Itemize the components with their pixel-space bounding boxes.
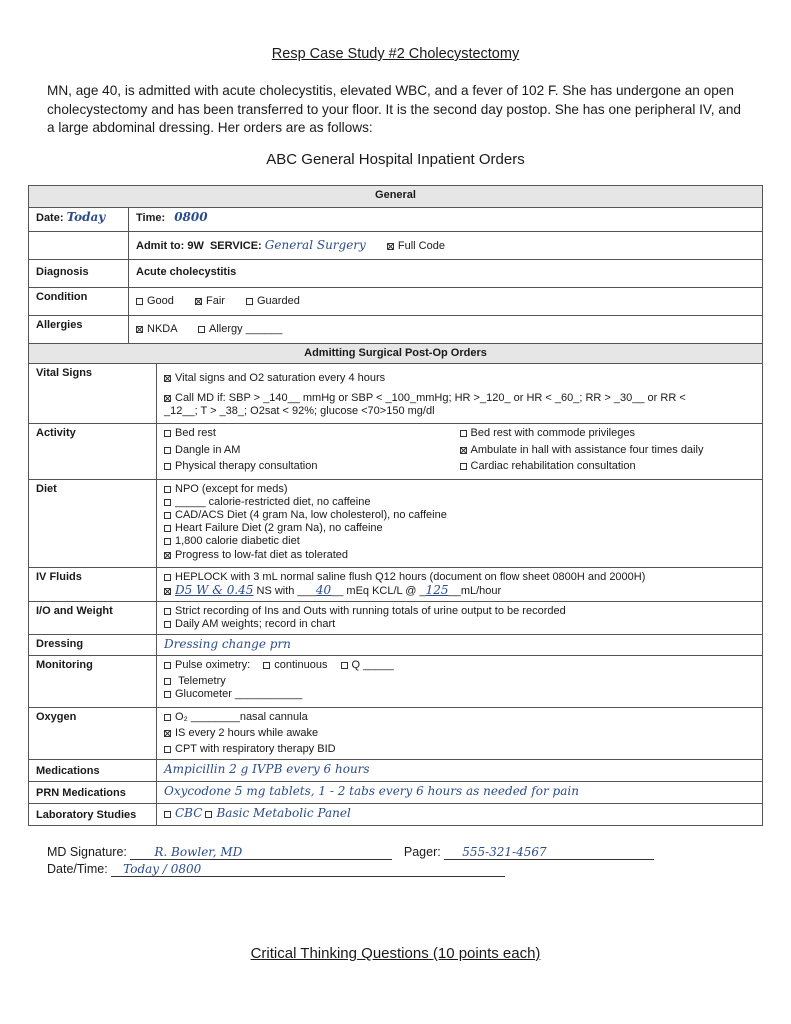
postop-header: Admitting Surgical Post-Op Orders xyxy=(29,344,763,364)
pt-label: Physical therapy consultation xyxy=(175,460,318,472)
diet-calorie-checkbox[interactable] xyxy=(164,499,171,506)
io-weights-label: Daily AM weights; record in chart xyxy=(175,618,336,630)
telemetry-label: Telemetry xyxy=(178,675,226,687)
iv-unit-label: mL/hour xyxy=(460,585,502,597)
md-signature-value: R. Bowler, MD xyxy=(154,845,243,859)
diagnosis-label: Diagnosis xyxy=(29,260,129,288)
cardiac-label: Cardiac rehabilitation consultation xyxy=(470,460,636,472)
diagnosis-row xyxy=(29,260,763,288)
vital-signs-row xyxy=(29,364,763,424)
full-code-checkbox[interactable] xyxy=(387,243,394,250)
diet-hf-label: Heart Failure Diet (2 gram Na), no caffeine xyxy=(175,522,383,534)
iv-label: IV Fluids xyxy=(29,568,157,602)
lab-row xyxy=(29,804,763,826)
io-strict-label: Strict recording of Ins and Outs with running totals of urine output to be recorded xyxy=(175,605,566,617)
cpt-checkbox[interactable] xyxy=(164,746,171,753)
pulse-ox-label: Pulse oximetry: xyxy=(175,659,251,671)
bmp-checkbox[interactable] xyxy=(205,811,212,818)
service-label: SERVICE: xyxy=(209,240,262,252)
iv-kcl-value: 40 xyxy=(315,583,332,597)
iv-row: IV Fluids HEPLOCK with 3 mL normal saline flush Q12 hours (document on flow sheet 0800H and 2000H) D5 W & 0.45 NS with ___40__ mEq KCL/L @ _125__mL/hour xyxy=(29,568,763,602)
md-signature-line xyxy=(47,845,654,860)
diagnosis-value: Acute cholecystitis xyxy=(129,260,763,288)
iv-meq-label: mEq KCL/L @ xyxy=(346,585,417,597)
cpt-label: CPT with respiratory therapy BID xyxy=(175,743,336,755)
diet-diabetic-label: 1,800 calorie diabetic diet xyxy=(175,535,300,547)
diet-hf-checkbox[interactable] xyxy=(164,525,171,532)
pager-label: Pager: xyxy=(403,845,441,859)
full-code-label: Full Code xyxy=(397,240,445,252)
prn-row xyxy=(29,782,763,804)
cbc-label: CBC xyxy=(175,806,203,820)
q-checkbox[interactable] xyxy=(341,662,348,669)
glucometer-label: Glucometer ___________ xyxy=(175,688,303,700)
dressing-row xyxy=(29,635,763,656)
prn-label: PRN Medications xyxy=(29,782,157,804)
heplock-label: HEPLOCK with 3 mL normal saline flush Q12 hours (document on flow sheet 0800H and 2000H) xyxy=(175,571,646,583)
date-label: Date: xyxy=(36,212,64,224)
o2-label: O₂ ________nasal cannula xyxy=(175,711,308,723)
vital-signs-label: Vital Signs xyxy=(29,364,157,424)
lab-label: Laboratory Studies xyxy=(29,804,157,826)
iv-fluid-value: D5 W & 0.45 xyxy=(175,583,254,597)
diet-npo-checkbox[interactable] xyxy=(164,486,171,493)
ambulate-label: Ambulate in hall with assistance four times daily xyxy=(470,444,704,456)
oxygen-row xyxy=(29,708,763,760)
telemetry-checkbox[interactable] xyxy=(164,678,171,685)
commode-label: Bed rest with commode privileges xyxy=(470,427,635,439)
medications-label: Medications xyxy=(29,760,157,782)
o2-checkbox[interactable] xyxy=(164,714,171,721)
condition-row xyxy=(29,288,763,316)
q-label: Q _____ xyxy=(351,659,394,671)
dangle-checkbox[interactable] xyxy=(164,447,171,454)
condition-guarded-label: Guarded xyxy=(257,295,300,307)
dressing-label: Dressing xyxy=(29,635,157,656)
continuous-checkbox[interactable] xyxy=(263,662,270,669)
general-header: General xyxy=(29,186,763,208)
activity-label: Activity xyxy=(29,424,157,480)
dangle-label: Dangle in AM xyxy=(175,444,241,456)
nkda-label: NKDA xyxy=(147,323,177,335)
continuous-label: continuous xyxy=(274,659,328,671)
bmp-label: Basic Metabolic Panel xyxy=(216,806,351,820)
bedrest-checkbox[interactable] xyxy=(164,430,171,437)
md-signature-label: MD Signature: xyxy=(47,845,127,859)
io-strict-checkbox[interactable] xyxy=(164,608,171,615)
call-md-order-cont: _12__; T > _38_; O2sat < 92%; glucose <70>150 mg/dl xyxy=(164,405,435,417)
orders-table xyxy=(28,185,763,826)
allergy-label: Allergy ______ xyxy=(209,323,283,335)
iv-fluid-checkbox[interactable] xyxy=(164,588,171,595)
diet-row xyxy=(29,480,763,568)
case-intro: MN, age 40, is admitted with acute cholecystitis, elevated WBC, and a fever of 102 F. She has undergone an open cholecystectomy and has been transferred to your floor. It is the second day postop. She has one peripheral IV, and a large abdominal dressing. Her orders are as follows: xyxy=(47,83,741,135)
orders-subtitle: ABC General Hospital Inpatient Orders xyxy=(266,151,525,168)
diet-calorie-label: _____ calorie-restricted diet, no caffeine xyxy=(175,496,371,508)
service-value: General Surgery xyxy=(264,238,366,252)
medications-row xyxy=(29,760,763,782)
diet-lowfat-label: Progress to low-fat diet as tolerated xyxy=(175,549,349,561)
admit-row xyxy=(29,232,763,260)
bedrest-label: Bed rest xyxy=(175,427,216,439)
critical-thinking-heading: Critical Thinking Questions (10 points each) xyxy=(250,945,541,962)
heplock-checkbox[interactable] xyxy=(164,574,171,581)
allergies-label: Allergies xyxy=(29,316,129,344)
pt-checkbox[interactable] xyxy=(164,463,171,470)
condition-fair-checkbox[interactable] xyxy=(195,298,202,305)
condition-guarded-checkbox[interactable] xyxy=(246,298,253,305)
ambulate-checkbox[interactable] xyxy=(460,447,467,454)
admit-label: Admit to: 9W xyxy=(136,240,204,252)
glucometer-checkbox[interactable] xyxy=(164,691,171,698)
nkda-checkbox[interactable] xyxy=(136,326,143,333)
condition-label: Condition xyxy=(29,288,129,316)
io-label: I/O and Weight xyxy=(29,602,157,635)
activity-row xyxy=(29,424,763,480)
condition-good-checkbox[interactable] xyxy=(136,298,143,305)
allergies-row xyxy=(29,316,763,344)
time-label: Time: xyxy=(136,212,166,224)
commode-checkbox[interactable] xyxy=(460,430,467,437)
condition-fair-label: Fair xyxy=(205,295,225,307)
call-md-order: Call MD if: SBP > _140__ mmHg or SBP < _100_mmHg; HR >_120_ or HR < _60_; RR > _30__ or RR < xyxy=(175,392,686,404)
diet-cad-checkbox[interactable] xyxy=(164,512,171,519)
medications-value: Ampicillin 2 g IVPB every 6 hours xyxy=(164,762,370,776)
date-time-line xyxy=(47,862,505,877)
vital-signs-checkbox[interactable] xyxy=(164,375,171,382)
is-checkbox[interactable] xyxy=(164,730,171,737)
iv-rate-value: 125 xyxy=(425,583,449,597)
iv-ns-label: NS with xyxy=(256,585,295,597)
cardiac-checkbox[interactable] xyxy=(460,463,467,470)
date-time-label: Date/Time: xyxy=(47,862,108,876)
call-md-checkbox[interactable] xyxy=(164,395,171,402)
pager-value: 555-321-4567 xyxy=(462,845,547,859)
diet-cad-label: CAD/ACS Diet (4 gram Na, low cholesterol), no caffeine xyxy=(175,509,447,521)
io-row xyxy=(29,602,763,635)
condition-good-label: Good xyxy=(147,295,174,307)
monitoring-label: Monitoring xyxy=(29,656,157,708)
date-time-value: Today / 0800 xyxy=(123,862,202,876)
document-title: Resp Case Study #2 Cholecystectomy xyxy=(271,46,520,62)
pulse-ox-checkbox[interactable] xyxy=(164,662,171,669)
dressing-value: Dressing change prn xyxy=(164,637,291,651)
vital-signs-order: Vital signs and O2 saturation every 4 hours xyxy=(175,372,386,384)
oxygen-label: Oxygen xyxy=(29,708,157,760)
diet-npo-label: NPO (except for meds) xyxy=(175,483,288,495)
allergy-checkbox[interactable] xyxy=(198,326,205,333)
date-value: Today xyxy=(66,210,106,224)
time-value: 0800 xyxy=(174,210,208,224)
diet-label: Diet xyxy=(29,480,157,568)
diet-lowfat-checkbox[interactable] xyxy=(164,552,171,559)
date-time-row xyxy=(29,208,763,232)
diet-diabetic-checkbox[interactable] xyxy=(164,538,171,545)
monitoring-row xyxy=(29,656,763,708)
cbc-checkbox[interactable] xyxy=(164,811,171,818)
is-label: IS every 2 hours while awake xyxy=(175,727,319,739)
io-weights-checkbox[interactable] xyxy=(164,621,171,628)
prn-value: Oxycodone 5 mg tablets, 1 - 2 tabs every 6 hours as needed for pain xyxy=(164,784,579,798)
